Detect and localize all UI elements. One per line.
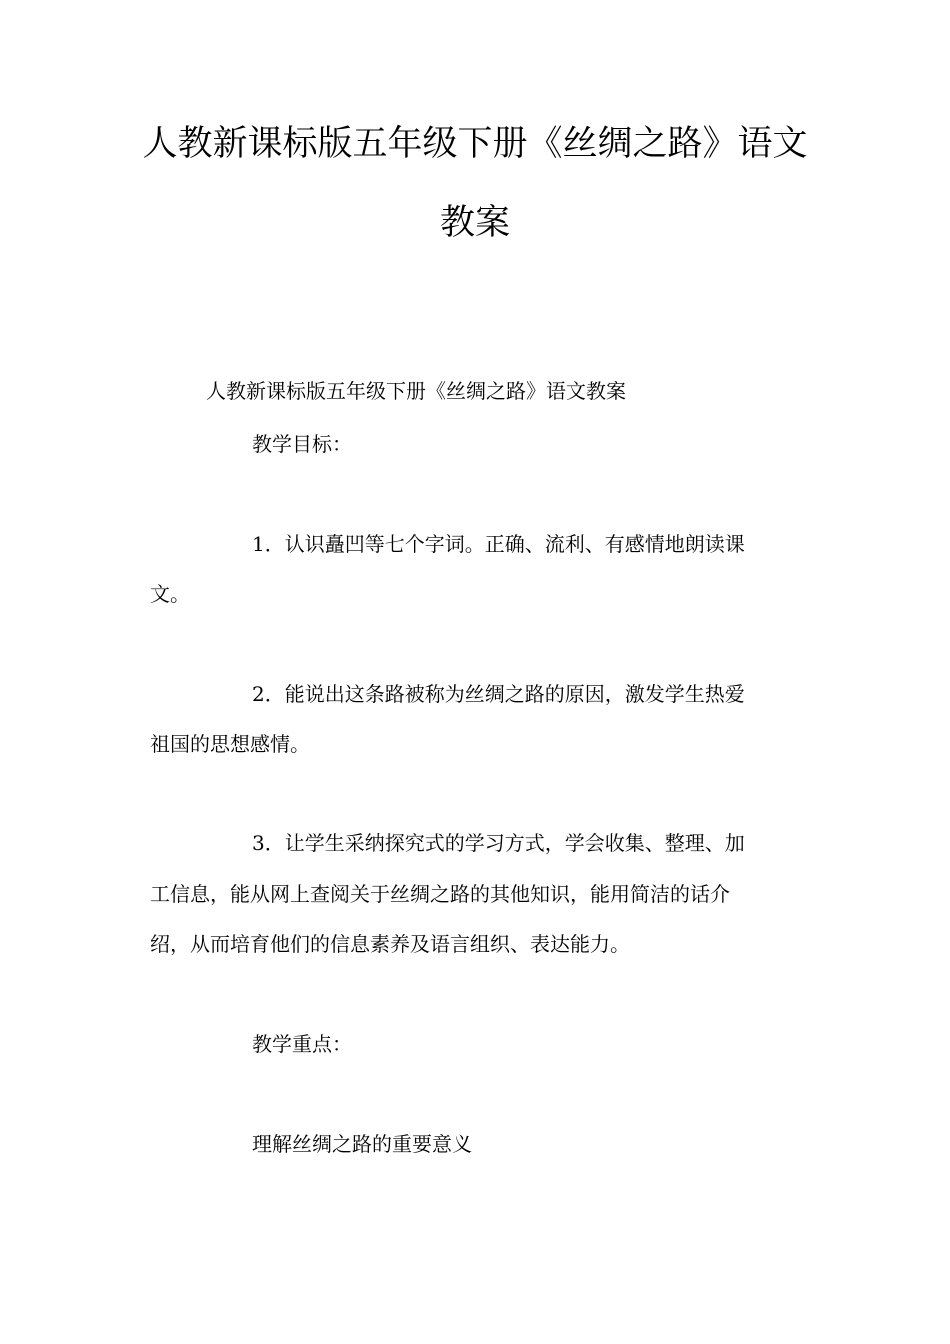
- keypoints-heading: 教学重点：: [252, 1032, 352, 1056]
- objective-1-line-1: 1．认识矗凹等七个字词。正确、流利、有感情地朗读课: [252, 532, 745, 556]
- keypoint-1: 理解丝绸之路的重要意义: [252, 1132, 472, 1156]
- objective-2-line-1: 2．能说出这条路被称为丝绸之路的原因，激发学生热爱: [252, 682, 745, 706]
- objective-2-line-2: 祖国的思想感情。: [150, 732, 310, 756]
- objective-3-line-1: 3．让学生采纳探究式的学习方式，学会收集、整理、加: [252, 831, 745, 855]
- objective-3-line-2: 工信息，能从网上查阅关于丝绸之路的其他知识，能用简洁的话介: [150, 882, 730, 906]
- objective-1-line-2: 文。: [150, 582, 190, 606]
- document-subtitle: 人教新课标版五年级下册《丝绸之路》语文教案: [206, 379, 626, 403]
- document-title-line-2: 教案: [439, 203, 510, 243]
- objectives-heading: 教学目标：: [252, 432, 352, 456]
- document-title-line-1: 人教新课标版五年级下册《丝绸之路》语文: [142, 124, 808, 164]
- objective-3-line-3: 绍，从而培育他们的信息素养及语言组织、表达能力。: [150, 932, 630, 956]
